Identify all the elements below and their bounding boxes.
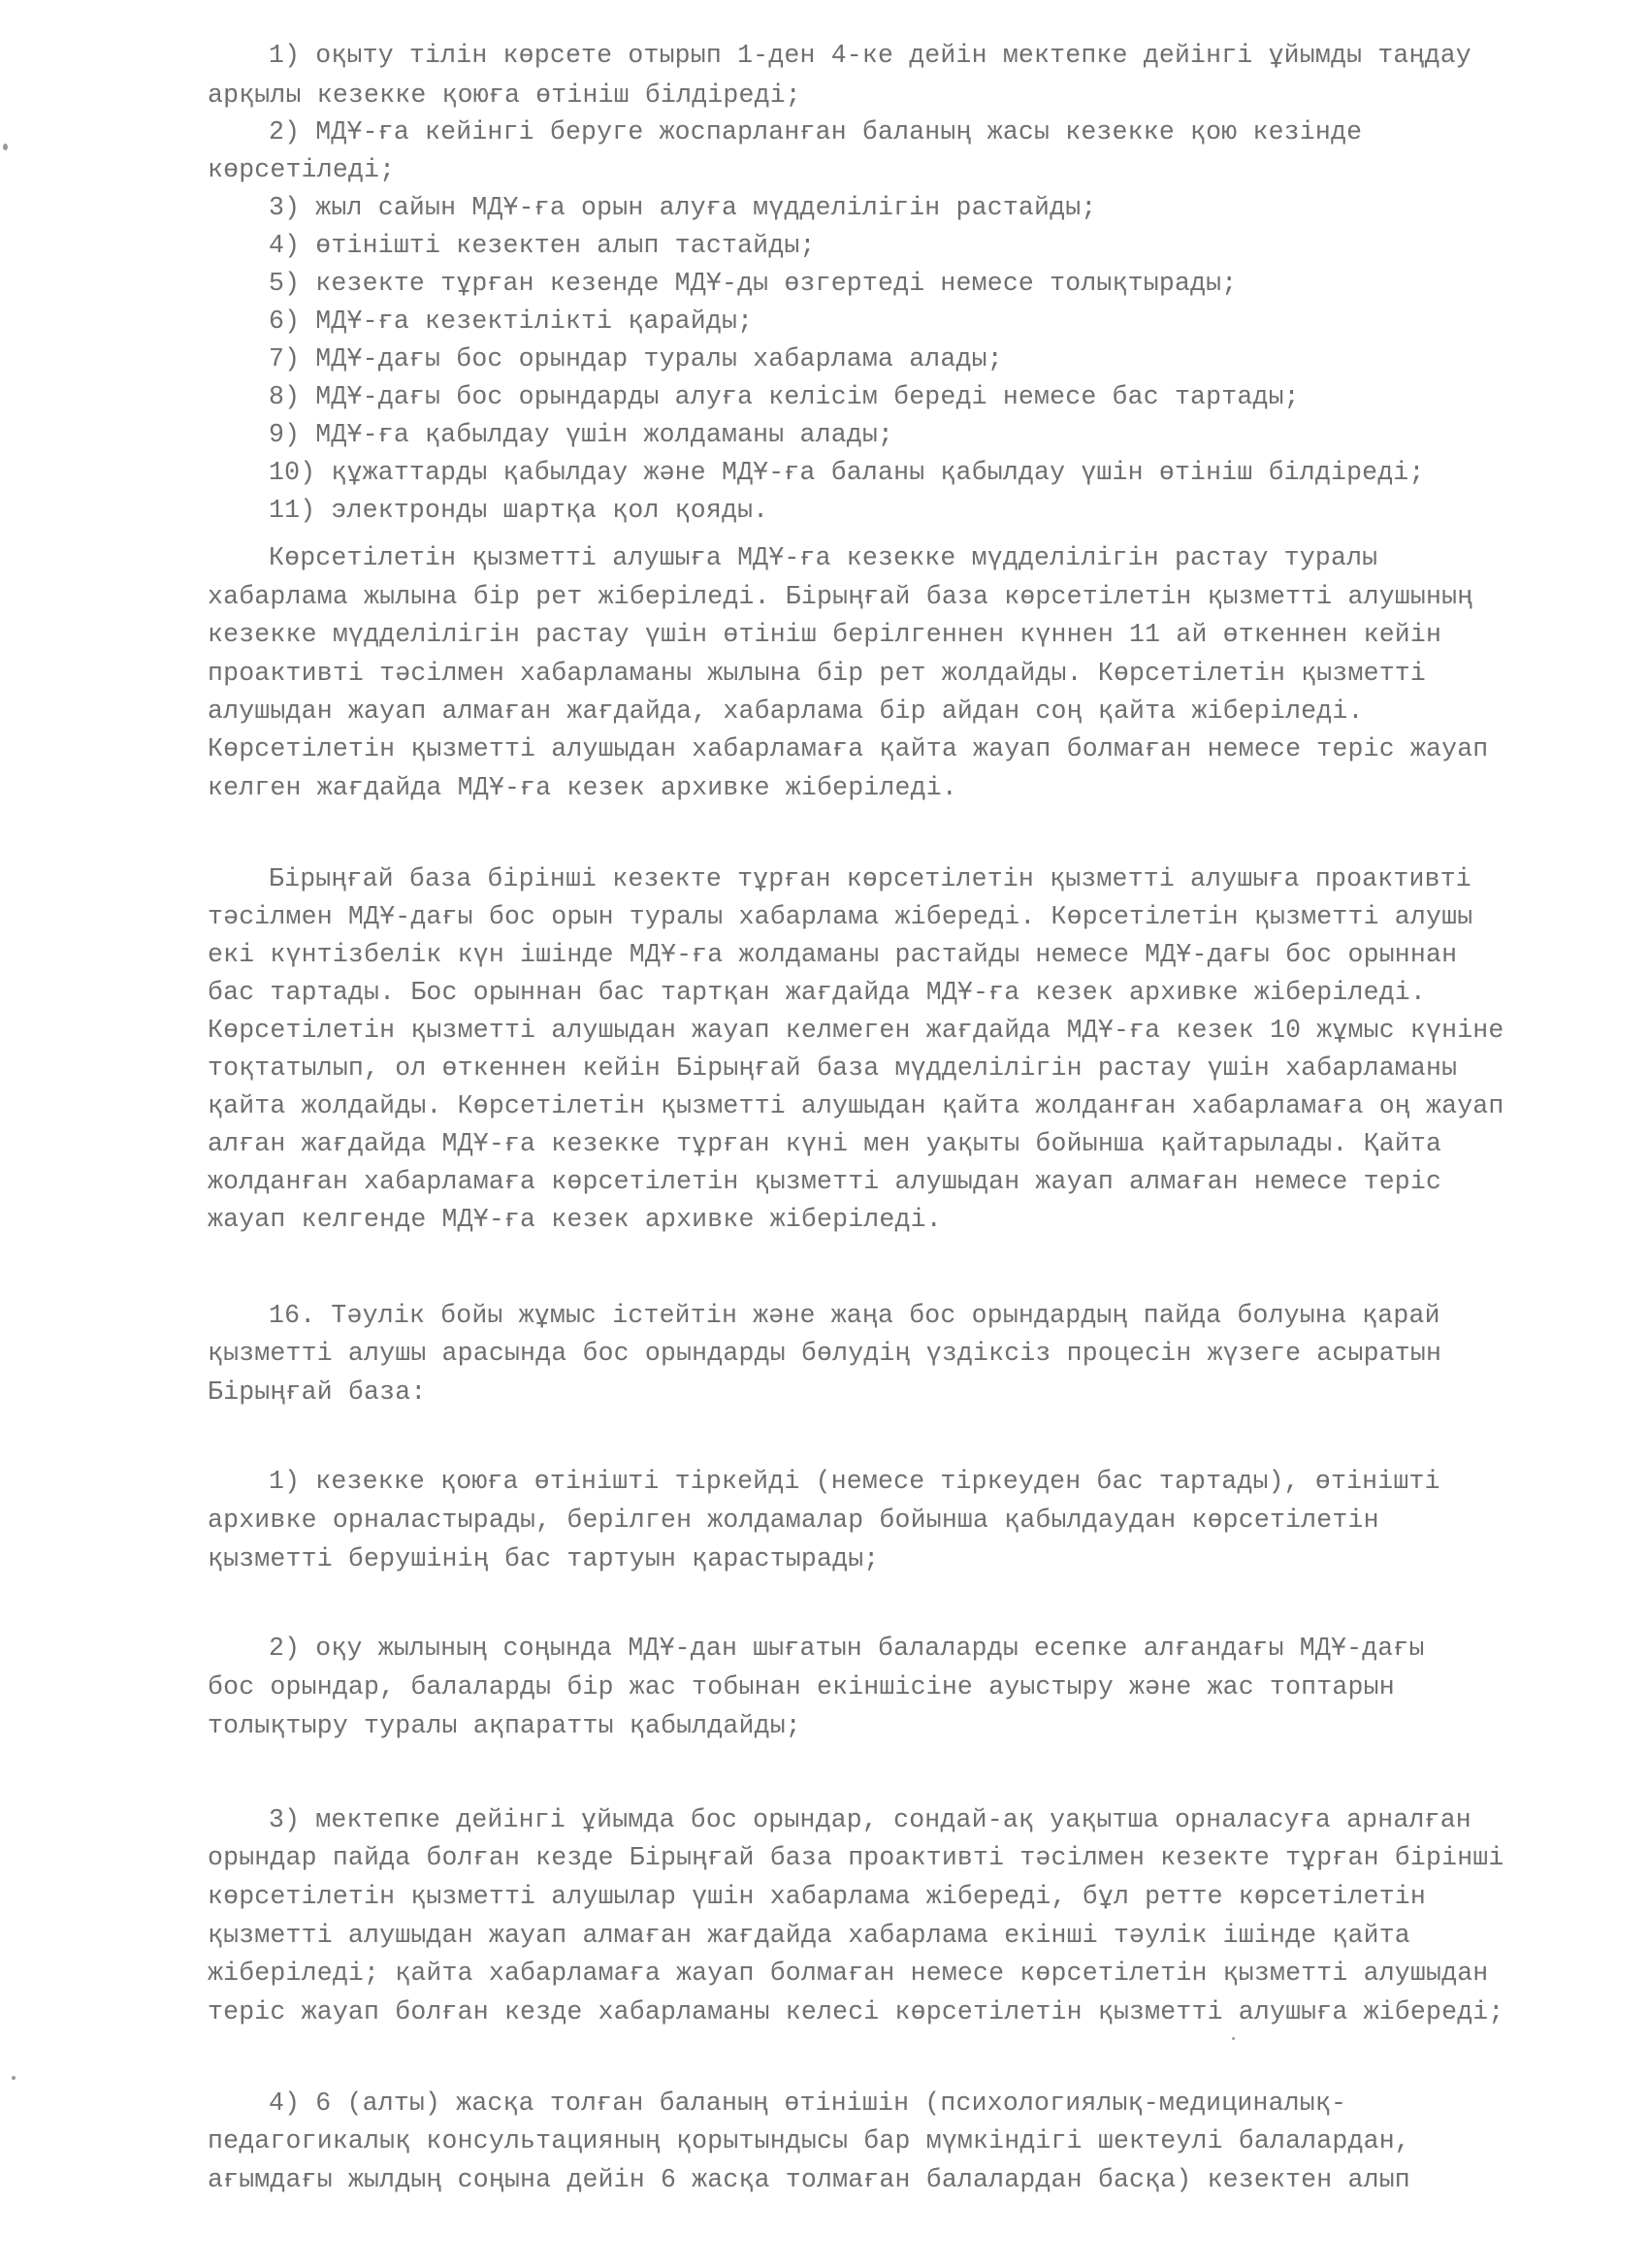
text-line: 10) құжаттарды қабылдау және МДҰ-ға баланы қабылдау үшін өтініш білдіреді; <box>269 458 1425 487</box>
text-line: 8) МДҰ-дағы бос орындарды алуға келісім береді немесе бас тартады; <box>269 382 1300 411</box>
text-line: жіберіледі; қайта хабарламаға жауап болмаған немесе көрсетілетін қызметті алушыдан <box>208 1959 1489 1988</box>
text-line: 9) МДҰ-ға қабылдау үшін жолдаманы алады; <box>269 420 894 449</box>
text-line: келген жағдайда МДҰ-ға кезек архивке жіберіледі. <box>208 773 957 802</box>
text-line: 4) 6 (алты) жасқа толған баланың өтінішін (психологиялық-медициналық- <box>269 2089 1347 2118</box>
text-line: 7) МДҰ-дағы бос орындар туралы хабарлама алады; <box>269 344 1003 373</box>
text-line: 2) оқу жылының соңында МДҰ-дан шығатын балаларды есепке алғандағы МДҰ-дағы <box>269 1634 1425 1663</box>
text-line: 1) оқыту тілін көрсете отырып 1-ден 4-ке дейін мектепке дейінгі ұйымды таңдау <box>269 41 1471 70</box>
text-line: арқылы кезекке қоюға өтініш білдіреді; <box>208 81 801 110</box>
text-line: көрсетілетін қызметті алушылар үшін хабарлама жібереді, бұл ретте көрсетілетін <box>208 1882 1427 1911</box>
text-line: Көрсетілетін қызметті алушыға МДҰ-ға кезекке мүдделілігін растау туралы <box>269 543 1378 572</box>
text-line: ағымдағы жылдың соңына дейін 6 жасқа толмаған балалардан басқа) кезектен алып <box>208 2165 1410 2194</box>
text-line: 3) жыл сайын МДҰ-ға орын алуға мүдделілігін растайды; <box>269 193 1097 222</box>
text-line: 16. Тәулік бойы жұмыс істейтін және жаңа бос орындардың пайда болуына қарай <box>269 1301 1440 1330</box>
text-line: орындар пайда болған кезде Бірыңғай база проактивті тәсілмен кезекте тұрған бірінші <box>208 1843 1504 1872</box>
text-line: тәсілмен МДҰ-дағы бос орын туралы хабарлама жібереді. Көрсетілетін қызметті алушы <box>208 902 1473 931</box>
text-line: көрсетіледі; <box>208 155 396 184</box>
text-line: кезекке мүдделілігін растау үшін өтініш берілгеннен күннен 11 ай өткеннен кейін <box>208 620 1442 649</box>
text-line: проактивті тәсілмен хабарламаны жылына бір рет жолдайды. Көрсетілетін қызметті <box>208 659 1427 688</box>
text-line: Бірыңғай база бірінші кезекте тұрған көрсетілетін қызметті алушыға проактивті <box>269 864 1471 893</box>
text-line: 6) МДҰ-ға кезектілікті қарайды; <box>269 307 754 336</box>
text-line: бос орындар, балаларды бір жас тобынан екіншісіне ауыстыру және жас топтарын <box>208 1672 1395 1701</box>
text-line: қайта жолдайды. Көрсетілетін қызметті алушыдан қайта жолданған хабарламаға оң жауап <box>208 1091 1504 1120</box>
text-line: 5) кезекте тұрған кезенде МДҰ-ды өзгертеді немесе толықтырады; <box>269 269 1238 298</box>
text-line: бас тартады. Бос орыннан бас тартқан жағдайда МДҰ-ға кезек архивке жіберіледі. <box>208 978 1427 1007</box>
text-line: 3) мектепке дейінгі ұйымда бос орындар, сондай-ақ уақытша орналасуға арналған <box>269 1805 1471 1834</box>
text-line: қызметті берушінің бас тартуын қарастырады; <box>208 1544 880 1573</box>
scan-speck <box>3 144 8 150</box>
text-line: қызметті алушыдан жауап алмаған жағдайда хабарлама екінші тәулік ішінде қайта <box>208 1921 1410 1950</box>
text-line: толықтыру туралы ақпаратты қабылдайды; <box>208 1711 801 1740</box>
text-line: алушыдан жауап алмаған жағдайда, хабарлама бір айдан соң қайта жіберіледі. <box>208 697 1364 726</box>
text-line: 2) МДҰ-ға кейінгі беруге жоспарланған баланың жасы кезекке қою кезінде <box>269 117 1363 146</box>
text-line: 4) өтінішті кезектен алып тастайды; <box>269 231 816 260</box>
text-line: қызметті алушы арасында бос орындарды бөлудің үздіксіз процесін жүзеге асыратын <box>208 1339 1442 1368</box>
text-line: 11) электронды шартқа қол қояды. <box>269 496 769 525</box>
text-line: тоқтатылып, ол өткеннен кейін Бірыңғай база мүдделілігін растау үшін хабарламаны <box>208 1053 1458 1083</box>
scan-speck <box>1232 2037 1235 2040</box>
text-line: Бірыңғай база: <box>208 1377 427 1407</box>
text-line: архивке орналастырады, берілген жолдамалар бойынша қабылдаудан көрсетілетін <box>208 1506 1379 1535</box>
text-line: педагогикалық консультацияның қорытындысы бар мүмкіндігі шектеулі балалардан, <box>208 2126 1410 2155</box>
text-line: алған жағдайда МДҰ-ға кезекке тұрған күні мен уақыты бойынша қайтарылады. Қайта <box>208 1129 1442 1158</box>
text-line: 1) кезекке қоюға өтінішті тіркейді (немесе тіркеуден бас тартады), өтінішті <box>269 1467 1440 1496</box>
text-line: Көрсетілетін қызметті алушыдан хабарламаға қайта жауап болмаған немесе теріс жауап <box>208 734 1489 763</box>
text-line: теріс жауап болған кезде хабарламаны келесі көрсетілетін қызметті алушыға жібереді; <box>208 1997 1504 2026</box>
text-line: жауап келгенде МДҰ-ға кезек архивке жіберіледі. <box>208 1205 942 1234</box>
text-line: Көрсетілетін қызметті алушыдан жауап келмеген жағдайда МДҰ-ға кезек 10 жұмыс күніне <box>208 1016 1504 1045</box>
text-line: жолданған хабарламаға көрсетілетін қызметті алушыдан жауап алмаған немесе теріс <box>208 1167 1442 1196</box>
text-line: хабарлама жылына бір рет жіберіледі. Бірыңғай база көрсетілетін қызметті алушының <box>208 582 1473 611</box>
scan-speck <box>12 2076 16 2080</box>
text-line: екі күнтізбелік күн ішінде МДҰ-ға жолдаманы растайды немесе МДҰ-дағы бос орыннан <box>208 940 1458 969</box>
